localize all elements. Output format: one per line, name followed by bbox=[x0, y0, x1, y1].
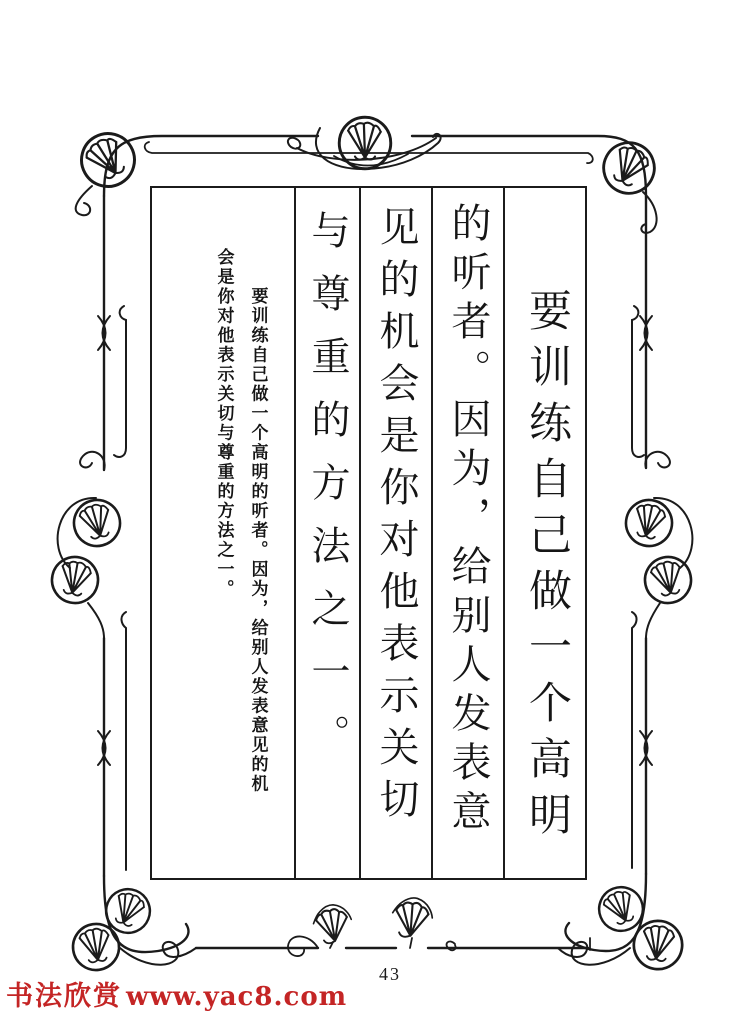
watermark bbox=[6, 974, 347, 1013]
calligraphy-column-4: 与尊重的方法之一。 bbox=[294, 188, 359, 878]
watermark-cjk-text: 书法欣赏 bbox=[6, 981, 122, 1012]
watermark-url-text: www.yac8.com bbox=[126, 982, 348, 1012]
fan-ornament-bottom-left bbox=[70, 883, 196, 973]
printed-caption bbox=[152, 188, 294, 878]
fan-ornament-bottom-right bbox=[558, 881, 685, 973]
fan-ornament-bottom-center bbox=[311, 896, 434, 948]
fan-ornament-left-middle bbox=[48, 452, 125, 638]
printed-caption-column-1: 要训练自己做一个高明的听者。因为，给别人发表意见的机 bbox=[248, 287, 268, 794]
fan-ornament-right-middle bbox=[621, 452, 695, 638]
calligraphy-column-3: 见的机会是你对他表示关切 bbox=[359, 188, 431, 878]
fan-ornament-top-center bbox=[288, 117, 441, 169]
fan-ornament-top-left bbox=[72, 124, 144, 215]
page-number: 43 bbox=[379, 964, 401, 984]
calligraphy-sheet bbox=[150, 186, 587, 880]
calligraphy-column-2: 的听者。因为，给别人发表意 bbox=[431, 188, 503, 878]
calligraphy-column-1: 要训练自己做一个高明 bbox=[503, 188, 587, 878]
fan-ornament-top-right bbox=[595, 134, 663, 233]
printed-caption-column-2: 会是你对他表示关切与尊重的方法之一。 bbox=[214, 248, 234, 599]
